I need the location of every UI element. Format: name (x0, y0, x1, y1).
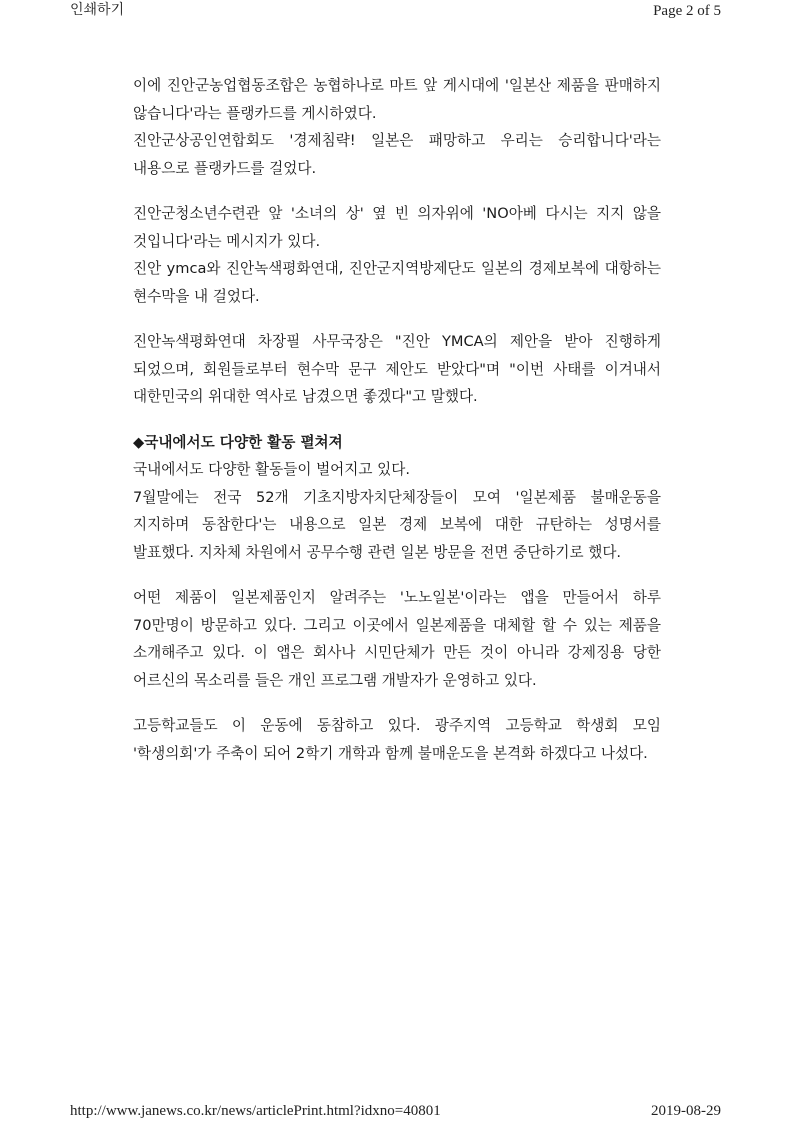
section-heading: ◆국내에서도 다양한 활동 펼쳐져 (133, 433, 343, 451)
article-text-line: 진안 ymca와 진안녹색평화연대, 진안군지역방제단도 일본의 경제보복에 대항하는 현수막을 내 걸었다. (133, 260, 661, 305)
print-date: 2019-08-29 (651, 1103, 721, 1119)
article-text-line: 고등학교들도 이 운동에 동참하고 있다. 광주지역 고등학교 학생회 모임 '학생의회'가 주축이 되어 2학기 개학과 함께 불매운도을 본격화 하겠다고 나섰다. (133, 717, 661, 762)
article-text-line: 국내에서도 다양한 활동들이 벌어지고 있다. (133, 461, 410, 478)
article-paragraph (133, 200, 661, 310)
article-text-line: 진안녹색평화연대 차장필 사무국장은 "진안 YMCA의 제안을 받아 진행하게 되었으며, 회원들로부터 현수막 문구 제안도 받았다"며 "이번 사태를 이겨내서 대한민국의 위대한 역사로 남겼으면 좋겠다"고 말했다. (133, 333, 661, 405)
article-text-line: 이에 진안군농업협동조합은 농협하나로 마트 앞 게시대에 '일본산 제품을 판매하지 않습니다'라는 플랭카드를 게시하였다. (133, 77, 661, 122)
article-text-line: 진안군청소년수련관 앞 '소녀의 상' 옆 빈 의자위에 'NO아베 다시는 지지 않을 것입니다'라는 메시지가 있다. (133, 205, 661, 250)
article-paragraph (133, 712, 661, 767)
article-paragraph (133, 328, 661, 411)
article-paragraph (133, 429, 661, 567)
page-indicator: Page 2 of 5 (653, 3, 721, 19)
print-link[interactable]: 인쇄하기 (70, 2, 125, 18)
article-paragraph (133, 72, 661, 182)
article-paragraph (133, 584, 661, 694)
article-text-line: 어떤 제품이 일본제품인지 알려주는 '노노일본'이라는 앱을 만들어서 하루 70만명이 방문하고 있다. 그리고 이곳에서 일본제품을 대체할 할 수 있는 제품을 소개해주고 있다. 이 앱은 회사나 시민단체가 만든 것이 아니라 강제징용 당한 어르신의 목소리를 들은 개인 프로그램 개발자가 운영하고 있다. (133, 589, 661, 689)
article-text-line: 진안군상공인연합회도 '경제침략! 일본은 패망하고 우리는 승리합니다'라는 내용으로 플랭카드를 걸었다. (133, 132, 661, 177)
article-body (133, 72, 661, 785)
article-url: http://www.janews.co.kr/news/articlePrint.html?idxno=40801 (70, 1103, 441, 1119)
article-text-line: 7월말에는 전국 52개 기초지방자치단체장들이 모여 '일본제품 불매운동을 지지하며 동참한다'는 내용으로 일본 경제 보복에 대한 규탄하는 성명서를 발표했다. 지차체 차원에서 공무수행 관련 일본 방문을 전면 중단하기로 했다. (133, 488, 661, 561)
